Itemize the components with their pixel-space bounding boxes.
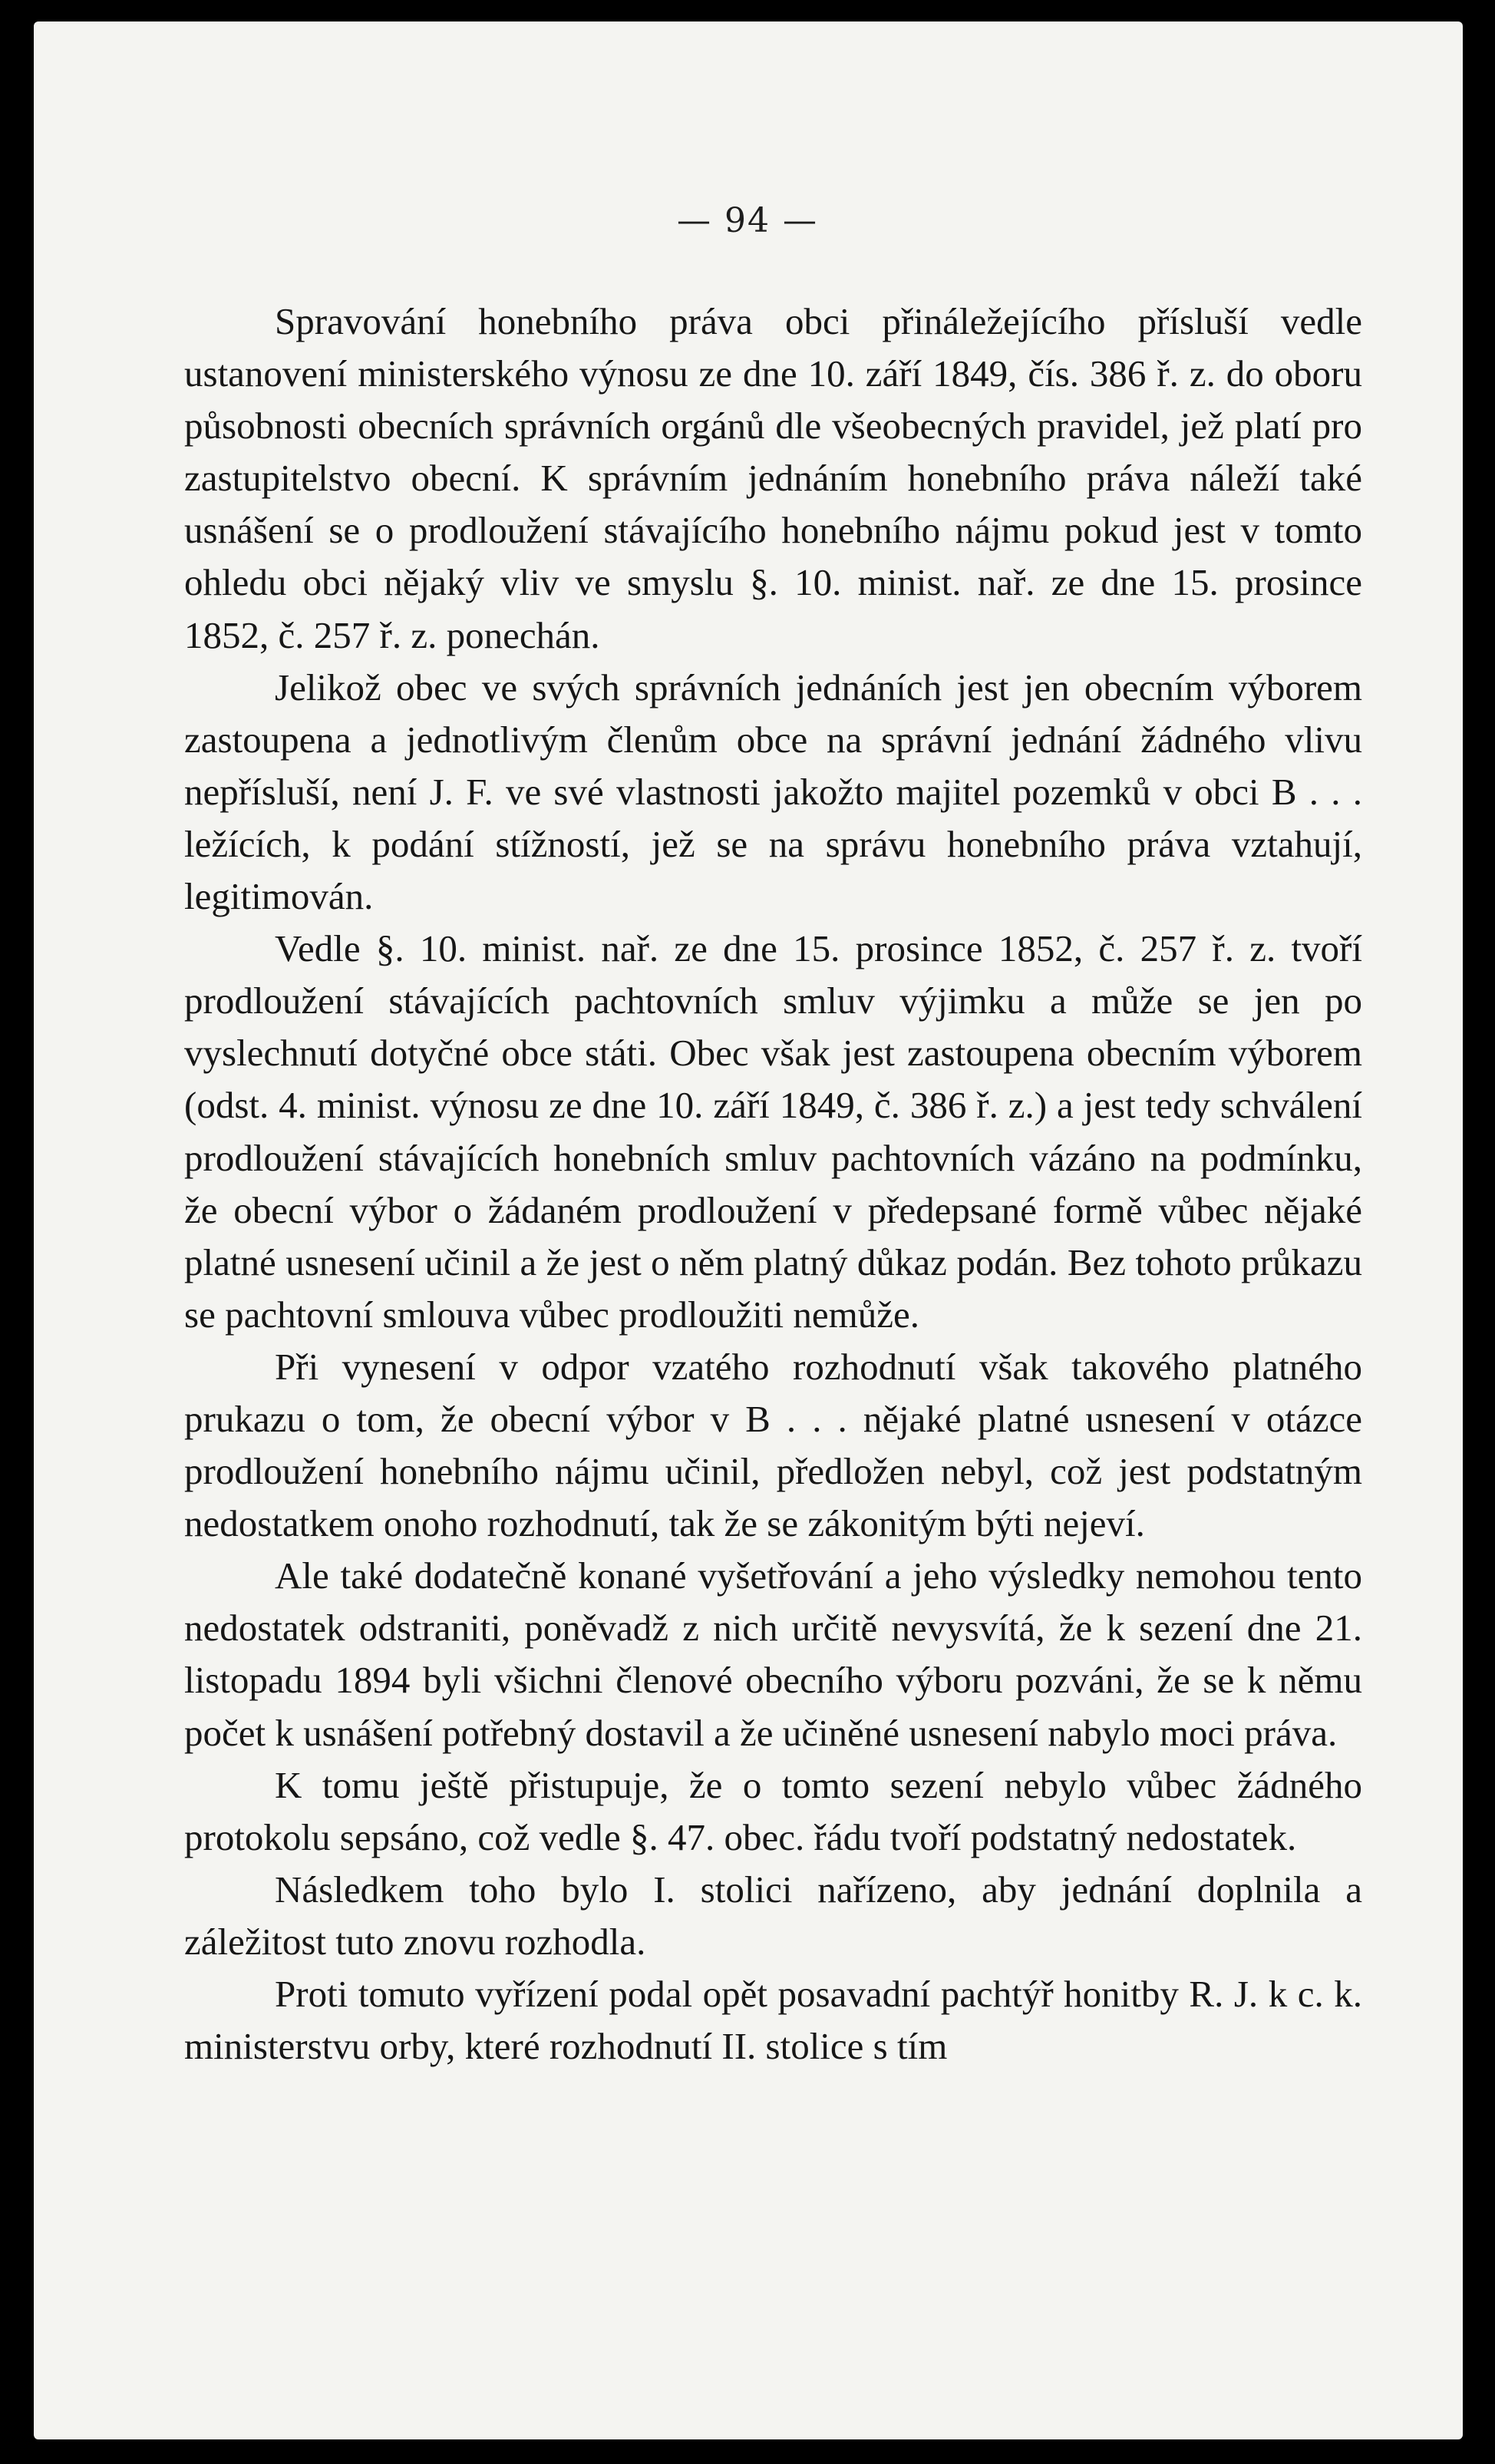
paragraph-1: Spravování honebního práva obci přináležejícího přísluší vedle ustanovení ministerského výnosu ze dne 10. září 1849, čís. 386 ř. z. do oboru působnosti obecních správních orgánů dle všeobecných pravidel, jež platí pro zastupitelstvo obecní. K správním jednáním honebního práva náleží také usnášení se o prodloužení stávajícího honebního nájmu pokud jest v tomto ohledu obci nějaký vliv ve smyslu §. 10. minist. nař. ze dne 15. prosince 1852, č. 257 ř. z. ponechán. (184, 300, 1362, 656)
paragraph-2: Jelikož obec ve svých správních jednáních jest jen obecním výborem zastoupena a jednotlivým členům obce na správní jednání žádného vlivu nepřísluší, není J. F. ve své vlastnosti jakožto majitel pozemků v obci B . . . ležících, k podání stížností, jež se na správu honebního práva vztahují, legitimován. (184, 666, 1362, 918)
page-number: — 94 — (677, 201, 818, 240)
paragraph-4: Při vynesení v odpor vzatého rozhodnutí však takového platného prukazu o tom, že obecní výbor v B . . . nějaké platné usnesení v otázce prodloužení honebního nájmu učinil, předložen nebyl, což jest podstatným nedostatkem onoho rozhodnutí, tak že se zákonitým býti nejeví. (184, 1345, 1362, 1545)
paragraph-6: K tomu ještě přistupuje, že o tomto sezení nebylo vůbec žádného protokolu sepsáno, což vedle §. 47. obec. řádu tvoří podstatný nedostatek. (184, 1763, 1362, 1858)
body-text (184, 296, 1362, 2073)
paragraph-7: Následkem toho bylo I. stolici nařízeno, aby jednání doplnila a záležitost tuto znovu rozhodla. (184, 1868, 1362, 1963)
paragraph-5: Ale také dodatečně konané vyšetřování a jeho výsledky nemohou tento nedostatek odstraniti, poněvadž z nich určitě nevysvítá, že k sezení dne 21. listopadu 1894 byli všichni členové obecního výboru pozváni, že se k němu počet k usnášení potřebný dostavil a že učiněné usnesení nabylo moci práva. (184, 1554, 1362, 1754)
paragraph-3: Vedle §. 10. minist. nař. ze dne 15. prosince 1852, č. 257 ř. z. tvoří prodloužení stávajících pachtovních smluv výjimku a může se jen po vyslechnutí dotyčné obce státi. Obec však jest zastoupena obecním výborem (odst. 4. minist. výnosu ze dne 10. září 1849, č. 386 ř. z.) a jest tedy schválení prodloužení stávajících honebních smluv pachtovních vázáno na podmínku, že obecní výbor o žádaném prodloužení v předepsané formě vůbec nějaké platné usnesení učinil a že jest o něm platný důkaz podán. Bez tohoto průkazu se pachtovní smlouva vůbec prodloužiti nemůže. (184, 927, 1362, 1336)
paragraph-8: Proti tomuto vyřízení podal opět posavadní pachtýř honitby R. J. k c. k. ministerstvu orby, které rozhodnutí II. stolice s tím (184, 1973, 1362, 2068)
